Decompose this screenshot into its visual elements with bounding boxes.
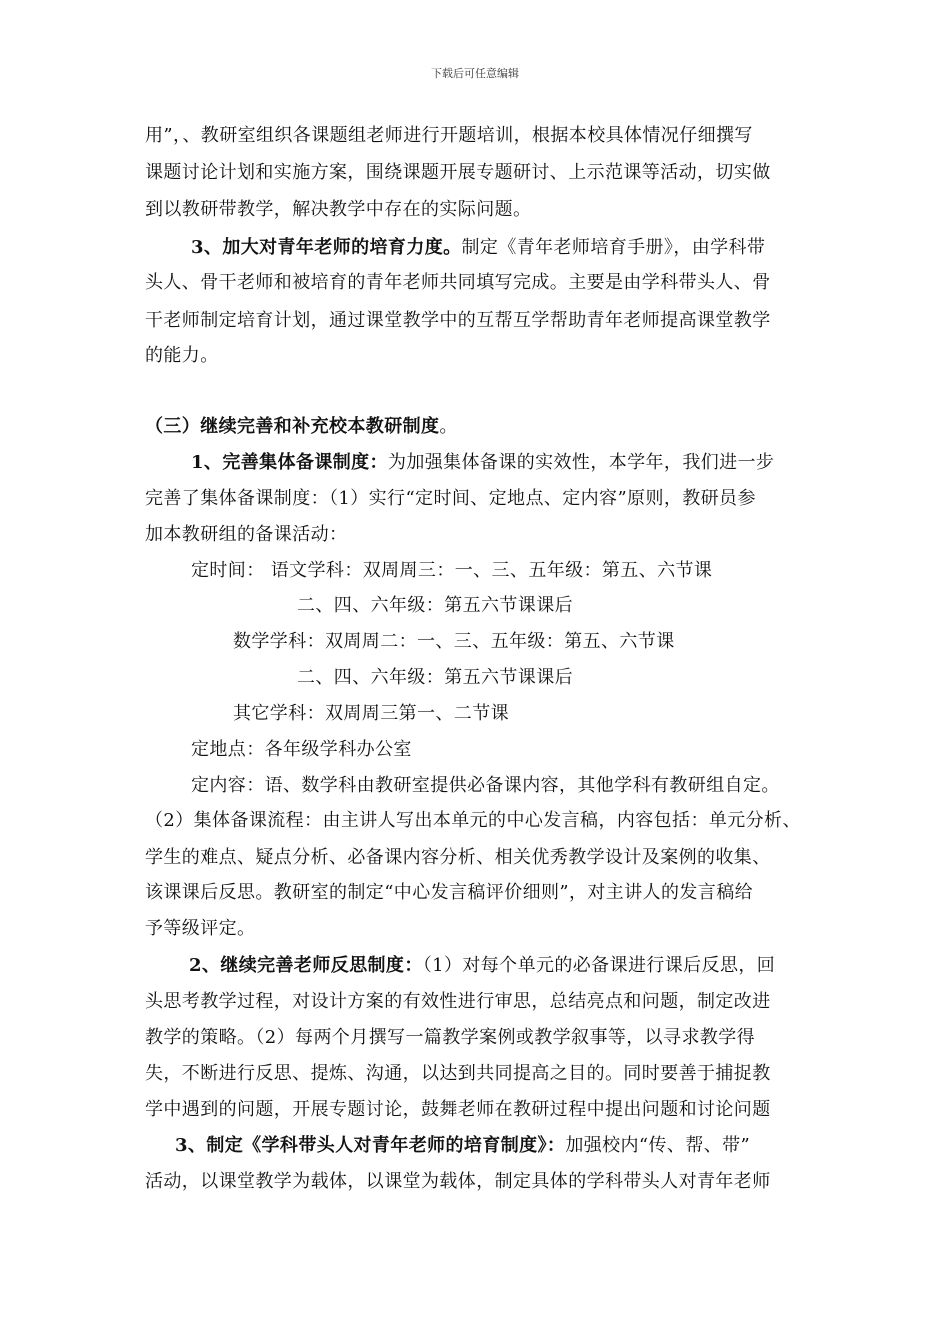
- text-line: [191, 237, 805, 259]
- text-segment: 该课课后反思。教研室的制定“中心发言稿评价细则”，对主讲人的发言稿给: [145, 882, 754, 903]
- bold-text: 3、加大对青年老师的培育力度。: [191, 237, 462, 258]
- text-line: [145, 882, 805, 904]
- text-line: [189, 955, 805, 977]
- text-segment: 教学的策略。（2）每两个月撰写一篇教学案例或教学叙事等，以寻求教学得: [145, 1027, 756, 1048]
- text-line: [145, 810, 825, 832]
- bold-text: （三）继续完善和补充校本教研制度: [145, 416, 440, 437]
- text-segment: 定内容：语、数学科由教研室提供必备课内容，其他学科有教研组自定。: [191, 775, 780, 796]
- bold-text: 3、制定《学科带头人对青年老师的培育制度》：: [175, 1135, 566, 1156]
- text-line: [297, 595, 805, 617]
- page-header: 下载后可任意编辑: [431, 67, 519, 80]
- text-segment: 二、四、六年级：第五六节课课后: [297, 667, 573, 688]
- text-line: [191, 739, 805, 761]
- text-segment: 完善了集体备课制度：（1）实行“定时间、定地点、定内容”原则，教研员参: [145, 488, 756, 509]
- text-line: [145, 1027, 805, 1049]
- text-line: [191, 775, 805, 797]
- bold-text: 1、完善集体备课制度：: [191, 452, 388, 473]
- text-segment: 失，不断进行反思、提炼、沟通，以达到共同提高之目的。同时要善于捕捉教: [145, 1063, 771, 1084]
- text-line: [175, 1135, 805, 1157]
- text-line: [145, 1171, 805, 1193]
- text-line: [145, 524, 805, 546]
- text-segment: （2）集体备课流程：由主讲人写出本单元的中心发言稿，内容包括：单元分析、: [145, 810, 801, 831]
- text-line: [145, 847, 805, 869]
- text-segment: 二、四、六年级：第五六节课课后: [297, 595, 573, 616]
- text-segment: 头思考教学过程，对设计方案的有效性进行审思，总结亮点和问题，制定改进: [145, 991, 771, 1012]
- text-line: [233, 631, 805, 653]
- bold-text: 2、继续完善老师反思制度：: [189, 955, 423, 976]
- text-line: [191, 560, 805, 582]
- text-line: [145, 199, 805, 221]
- text-segment: 予等级评定。: [145, 918, 256, 939]
- text-line: [145, 416, 805, 438]
- text-line: [233, 703, 805, 725]
- text-segment: 数学学科：双周周二：一、三、五年级：第五、六节课: [233, 631, 675, 652]
- text-segment: （1）对每个单元的必备课进行课后反思，回: [422, 955, 776, 976]
- text-segment: 。: [439, 416, 458, 437]
- text-segment: 的能力。: [145, 345, 219, 366]
- text-segment: 加本教研组的备课活动：: [145, 524, 348, 545]
- text-line: [297, 667, 805, 689]
- text-line: [191, 452, 805, 474]
- text-line: [145, 918, 805, 940]
- text-line: [145, 345, 805, 367]
- text-line: [145, 488, 805, 510]
- text-line: [145, 162, 805, 184]
- text-segment: 制定《青年老师培育手册》，由学科带: [461, 237, 766, 258]
- text-segment: 学生的难点、疑点分析、必备课内容分析、相关优秀教学设计及案例的收集、: [145, 847, 771, 868]
- text-segment: 学中遇到的问题，开展专题讨论，鼓舞老师在教研过程中提出问题和讨论问题: [145, 1099, 771, 1120]
- text-segment: 加强校内“传、帮、带”: [565, 1135, 751, 1156]
- text-segment: 为加强集体备课的实效性，本学年，我们进一步: [387, 452, 775, 473]
- text-line: [145, 272, 805, 294]
- text-segment: 用”，、教研室组织各课题组老师进行开题培训，根据本校具体情况仔细撰写: [145, 125, 753, 146]
- text-segment: 活动，以课堂教学为载体，以课堂为载体，制定具体的学科带头人对青年老师: [145, 1171, 771, 1192]
- text-segment: 到以教研带教学，解决教学中存在的实际问题。: [145, 199, 532, 220]
- text-line: [145, 310, 805, 332]
- text-line: [145, 1063, 805, 1085]
- text-segment: 定地点：各年级学科办公室: [191, 739, 412, 760]
- text-segment: 干老师制定培育计划，通过课堂教学中的互帮互学帮助青年老师提高课堂教学: [145, 310, 771, 331]
- text-line: [145, 991, 805, 1013]
- text-segment: 头人、骨干老师和被培育的青年老师共同填写完成。主要是由学科带头人、骨: [145, 272, 771, 293]
- text-line: [145, 125, 805, 147]
- text-segment: 其它学科：双周周三第一、二节课: [233, 703, 509, 724]
- text-segment: 课题讨论计划和实施方案，围绕课题开展专题研讨、上示范课等活动，切实做: [145, 162, 771, 183]
- text-line: [145, 1099, 805, 1121]
- text-segment: 定时间： 语文学科：双周周三：一、三、五年级：第五、六节课: [191, 560, 713, 581]
